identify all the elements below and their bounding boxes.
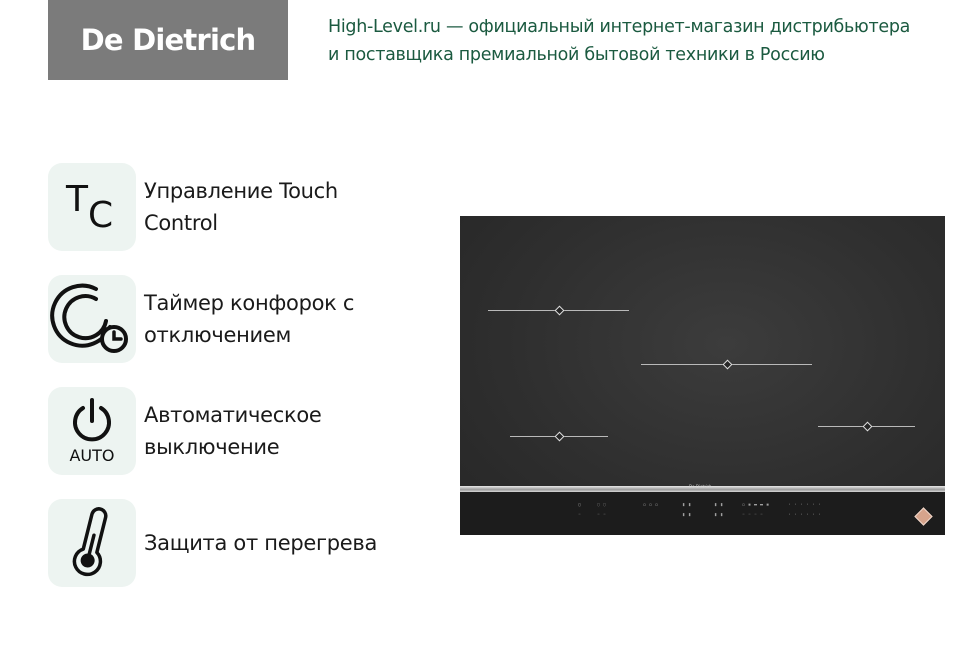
hob-control-glyph: ▮ ▮ [682,502,692,508]
hob-brand-mark: De Dietrich [689,484,712,489]
feature-label [144,527,377,559]
hob-control-glyph: ▯ [578,502,582,508]
power-auto-icon-text: AUTO [69,446,115,465]
feature-touch-control [48,163,408,251]
store-description [328,13,948,69]
feature-label-line1: Таймер конфорок с [144,291,355,315]
store-description-line2: и поставщика премиальной бытовой техники в Россию [328,45,825,65]
feature-label [144,287,354,351]
product-image-induction-hob [460,216,945,535]
brand-logo[interactable] [48,0,288,80]
feature-auto-off [48,387,408,475]
feature-label-line2: выключение [144,435,280,459]
feature-label-line1: Защита от перегрева [144,531,378,555]
feature-label-line1: Автоматическое [144,403,322,427]
feature-label [144,399,322,463]
touch-control-icon [48,163,136,251]
thermometer-icon [48,499,136,587]
cooking-zone-marker [510,436,608,437]
hob-control-glyph: ▮ ▮ [682,512,692,518]
store-description-line1: High-Level.ru — официальный интернет-магазин дистрибьютера [328,17,911,37]
hob-control-glyph: ▮ ▮ [714,512,724,518]
hob-control-glyph: ◌ ◌ [597,502,607,508]
feature-label-line1: Управление Touch [144,179,338,203]
hob-control-glyph: ▫ ▪ ▬ ▬ ▪ [742,502,770,508]
hob-control-glyph: ◦ ◦ [597,512,607,518]
feature-label-line2: Control [144,211,218,235]
cooking-zone-marker [818,426,915,427]
brand-logo-text: De Dietrich [80,23,256,57]
feature-label [144,175,338,239]
hob-control-glyph: ◦ ◦ ◦ ◦ [742,512,764,518]
hob-control-panel [460,492,945,535]
feature-burner-timer [48,275,408,363]
touch-control-icon-letter-t: TC [66,179,114,236]
hob-control-glyph: · · · · · · [788,502,822,508]
hob-control-glyph: ◦ [578,512,582,518]
feature-label-line2: отключением [144,323,292,347]
cooking-zone-marker [488,310,629,311]
cooking-zone-marker [641,364,812,365]
feature-overheat-protection [48,499,408,587]
hob-control-glyph: ▫ ▫ ▫ [643,502,659,508]
power-auto-icon [48,387,136,475]
burner-timer-icon [48,275,136,363]
hob-control-glyph: · · · · · · [788,512,822,518]
hob-control-glyph: ▮ ▮ [714,502,724,508]
